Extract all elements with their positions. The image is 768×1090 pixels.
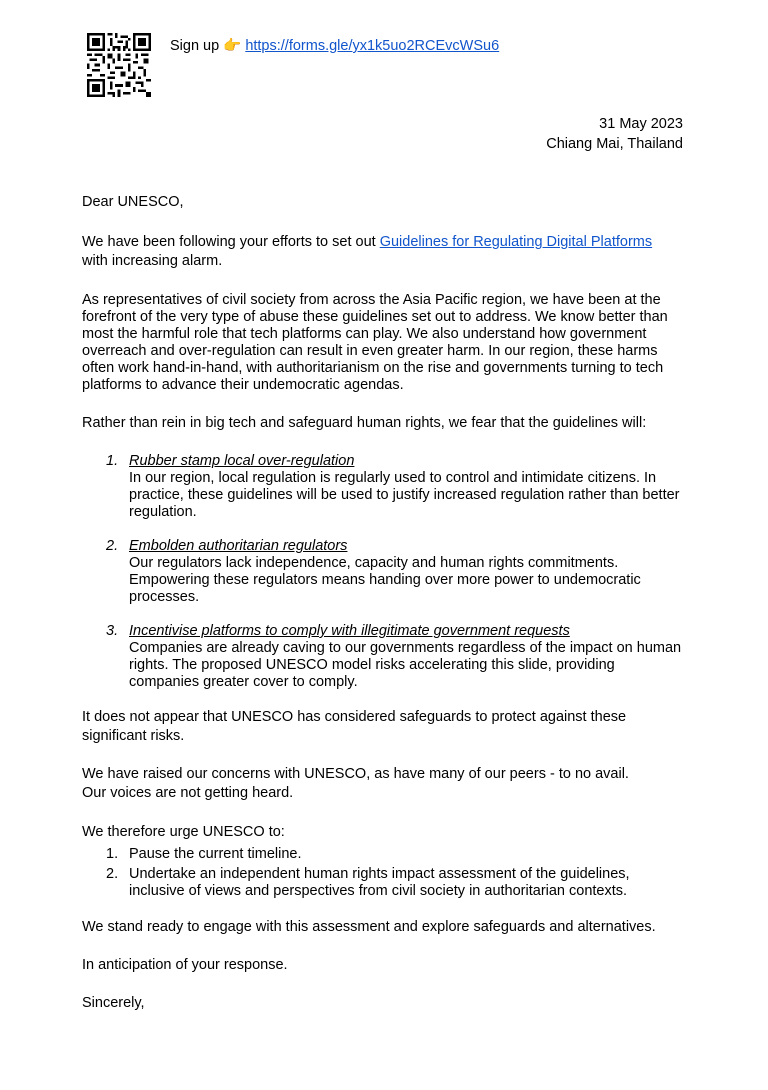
list-number: 1. bbox=[106, 453, 119, 469]
date-block bbox=[546, 114, 683, 154]
anticipation-paragraph: In anticipation of your response. bbox=[82, 957, 288, 973]
letter-date: 31 May 2023 bbox=[599, 116, 683, 132]
intro-text-before: We have been following your efforts to set out bbox=[82, 234, 380, 250]
list-item bbox=[82, 623, 682, 691]
qr-code-icon bbox=[87, 33, 151, 97]
list-number: 3. bbox=[106, 623, 119, 639]
intro-paragraph bbox=[82, 233, 682, 271]
list-item bbox=[82, 846, 682, 863]
list-number: 2. bbox=[106, 538, 119, 554]
signup-link[interactable]: https://forms.gle/yx1k5uo2RCEvcWSu6 bbox=[245, 38, 500, 54]
concerns-raised-line-1: We have raised our concerns with UNESCO, as have many of our peers - to no avail. bbox=[82, 766, 629, 782]
ready-paragraph: We stand ready to engage with this assessment and explore safeguards and alternatives. bbox=[82, 919, 656, 935]
intro-text-after: with increasing alarm. bbox=[82, 253, 223, 269]
urge-paragraph: We therefore urge UNESCO to: bbox=[82, 824, 285, 840]
guidelines-link[interactable]: Guidelines for Regulating Digital Platforms bbox=[379, 234, 653, 250]
concern-body: In our region, local regulation is regularly used to control and intimidate citizens. In practice, these guidelines will be used to justify increased regulation rather than better regulation. bbox=[129, 470, 680, 520]
concern-heading: Incentivise platforms to comply with illegitimate government requests bbox=[129, 623, 570, 639]
ask-text: Pause the current timeline. bbox=[129, 846, 302, 862]
concerns-list bbox=[82, 453, 682, 691]
concern-heading: Embolden authoritarian regulators bbox=[129, 538, 348, 554]
concern-heading: Rubber stamp local over-regulation bbox=[129, 453, 355, 469]
concerns-raised-paragraph bbox=[82, 765, 682, 803]
signup-label: Sign up bbox=[170, 38, 220, 54]
list-number: 2. bbox=[106, 866, 119, 882]
list-number: 1. bbox=[106, 846, 119, 862]
list-item bbox=[82, 538, 682, 606]
letter-body bbox=[82, 192, 682, 1013]
letter-location: Chiang Mai, Thailand bbox=[546, 136, 683, 152]
ask-text: Undertake an independent human rights impact assessment of the guidelines, inclusive of views and perspectives from civil society in authoritarian contexts. bbox=[129, 866, 630, 899]
signup-line bbox=[170, 37, 499, 55]
safeguards-paragraph: It does not appear that UNESCO has considered safeguards to protect against these significant risks. bbox=[82, 709, 627, 744]
fear-intro-paragraph: Rather than rein in big tech and safeguard human rights, we fear that the guidelines will: bbox=[82, 415, 647, 431]
context-paragraph: As representatives of civil society from across the Asia Pacific region, we have been at the forefront of the very type of abuse these guidelines set out to address. We know better than most the harmful role that tech platforms can play. We also understand how government overreach and over-regulation can result in even greater harm. In our region, these harms often work hand-in-hand, with authoritarianism on the rise and governments turning to tech platforms to advance their undemocratic agendas. bbox=[82, 292, 668, 393]
concerns-raised-line-2: Our voices are not getting heard. bbox=[82, 785, 294, 801]
concern-body: Our regulators lack independence, capacity and human rights commitments. Empowering these regulators means handing over more power to undemocratic processes. bbox=[129, 555, 641, 605]
pointing-hand-icon: 👉 bbox=[223, 38, 242, 54]
list-item bbox=[82, 866, 682, 900]
asks-list bbox=[82, 846, 682, 900]
salutation: Dear UNESCO, bbox=[82, 194, 184, 210]
concern-body: Companies are already caving to our governments regardless of the impact on human rights. The proposed UNESCO model risks accelerating this slide, providing companies greater cover to comply. bbox=[129, 640, 682, 690]
closing: Sincerely, bbox=[82, 995, 145, 1011]
list-item bbox=[82, 453, 682, 521]
